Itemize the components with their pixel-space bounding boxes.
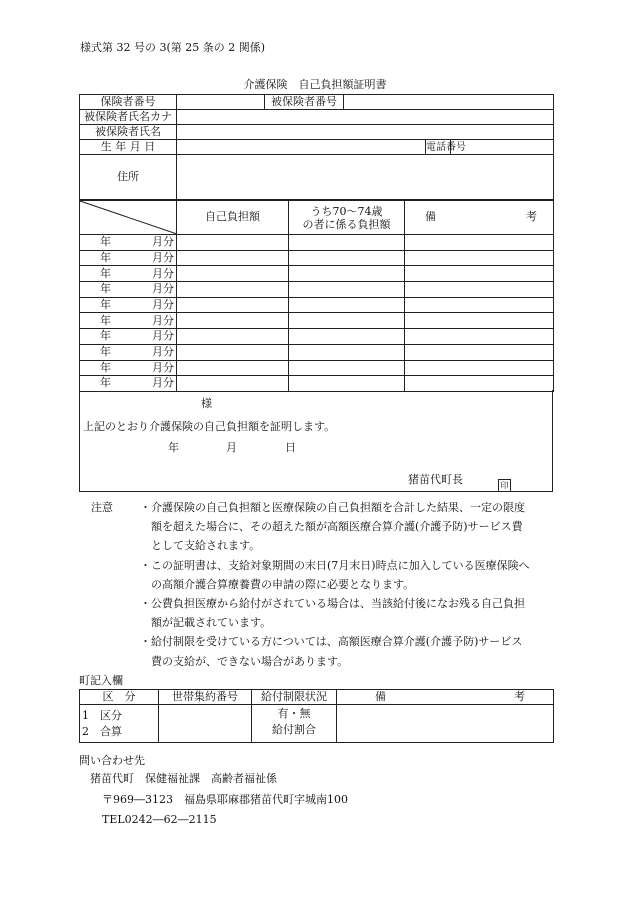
town-section-label: 町記入欄 [79, 674, 123, 687]
remarks-cell[interactable] [405, 250, 554, 266]
certificate-block [79, 390, 553, 492]
note-line: この証明書は、支給対象期間の末日(7月末日)時点に加入している医療保険へ [151, 558, 530, 572]
remarks-cell[interactable] [405, 297, 554, 313]
date-month: 月 [226, 441, 237, 454]
period-month: 月分 [152, 376, 174, 390]
note-item [140, 498, 560, 556]
period-row [80, 297, 554, 313]
period-year: 年 [100, 376, 111, 390]
diagonal-header-cell [80, 201, 177, 235]
remarks-cell[interactable] [405, 235, 554, 251]
name-kana-label: 被保険者氏名カナ [80, 110, 177, 125]
period-year: 年 [100, 329, 111, 343]
col-restriction: 給付制限状況 [252, 690, 337, 705]
date-day: 日 [285, 441, 296, 454]
note-bullet: ・ [140, 597, 151, 611]
page-title: 介護保険 自己負担額証明書 [243, 78, 387, 91]
period-month: 月分 [152, 313, 174, 327]
certificate-statement: 上記のとおり介護保険の自己負担額を証明します。 [83, 420, 336, 433]
self-pay-cell[interactable] [177, 297, 289, 313]
town-remarks-2: 考 [514, 689, 525, 703]
period-year: 年 [100, 345, 111, 359]
age-70-74-cell[interactable] [289, 313, 405, 329]
period-row [80, 282, 554, 298]
sama-label: 様 [201, 397, 212, 410]
note-item [140, 594, 560, 632]
insured-number-label: 被保険者番号 [265, 95, 344, 110]
age-70-74-cell[interactable] [289, 297, 405, 313]
col-70-74 [289, 201, 405, 235]
restriction-2: 給付割合 [272, 723, 316, 736]
restriction-1: 有・無 [277, 707, 311, 720]
period-row [80, 266, 554, 282]
col-remarks [405, 201, 554, 235]
col-category: 区 分 [80, 690, 159, 705]
period-month: 月分 [152, 266, 174, 280]
period-month: 月分 [152, 282, 174, 296]
insured-number-field[interactable] [344, 95, 554, 110]
address-label: 住所 [80, 155, 177, 200]
age-70-74-cell[interactable] [289, 344, 405, 360]
period-label [80, 360, 177, 376]
col-70-74-line2: の者に係る負担額 [302, 217, 391, 231]
note-line: 公費負担医療から給付がされている場合は、当該給付後になお残る自己負担 [151, 597, 525, 611]
household-cell[interactable] [159, 705, 252, 743]
town-table [79, 689, 554, 743]
period-table [79, 200, 554, 392]
age-70-74-cell[interactable] [289, 282, 405, 298]
remarks-cell[interactable] [405, 313, 554, 329]
birthdate-label: 生 年 月 日 [80, 140, 177, 155]
period-month: 月分 [152, 345, 174, 359]
age-70-74-cell[interactable] [289, 360, 405, 376]
name-field[interactable] [177, 125, 554, 140]
contact-tel: TEL0242―62―2115 [102, 813, 217, 826]
col-70-74-line1: うち70～74歳 [310, 204, 383, 218]
period-year: 年 [100, 282, 111, 296]
period-label [80, 297, 177, 313]
note-line: 額が記載されています。 [151, 616, 272, 630]
col-remarks-1: 備 [425, 210, 436, 224]
period-month: 月分 [152, 298, 174, 312]
age-70-74-cell[interactable] [289, 235, 405, 251]
period-row [80, 313, 554, 329]
self-pay-cell[interactable] [177, 329, 289, 345]
period-month: 月分 [152, 360, 174, 374]
name-label: 被保険者氏名 [80, 125, 177, 140]
name-kana-field[interactable] [177, 110, 554, 125]
contact-address: 〒969―3123 福島県耶麻郡猪苗代町字城南100 [102, 793, 348, 806]
self-pay-cell[interactable] [177, 282, 289, 298]
period-year: 年 [100, 266, 111, 280]
note-bullet: ・ [140, 501, 151, 514]
remarks-cell[interactable] [405, 360, 554, 376]
note-item [140, 556, 560, 594]
notes-list [140, 498, 560, 671]
period-label [80, 282, 177, 298]
period-row [80, 250, 554, 266]
seal-text: 印 [498, 479, 511, 492]
note-line: 費の支給が、できない場合があります。 [151, 654, 349, 668]
period-row [80, 360, 554, 376]
category-cell[interactable] [80, 705, 159, 743]
note-line: 額を超えた場合に、その超えた額が高額医療合算介護(介護予防)サービス費 [151, 520, 523, 534]
phone-label: 電話番号 [426, 140, 451, 155]
age-70-74-cell[interactable] [289, 329, 405, 345]
header-table [79, 94, 554, 200]
birthdate-field[interactable] [177, 140, 426, 155]
period-month: 月分 [152, 329, 174, 343]
period-month: 月分 [152, 250, 174, 264]
self-pay-cell[interactable] [177, 344, 289, 360]
address-field[interactable] [177, 155, 554, 200]
insurer-number-label: 保険者番号 [80, 95, 177, 110]
self-pay-cell[interactable] [177, 250, 289, 266]
self-pay-cell[interactable] [177, 266, 289, 282]
mayor-label: 猪苗代町長 [408, 473, 463, 486]
col-household: 世帯集約番号 [159, 690, 252, 705]
note-bullet: ・ [140, 635, 151, 649]
period-row [80, 344, 554, 360]
period-label [80, 250, 177, 266]
contact-label: 問い合わせ先 [79, 754, 145, 767]
restriction-cell[interactable] [252, 705, 337, 743]
remarks-cell[interactable] [405, 266, 554, 282]
col-self-pay: 自己負担額 [177, 201, 289, 235]
category-2: 2 合算 [82, 724, 122, 738]
period-year: 年 [100, 235, 111, 249]
note-line: 給付制限を受けている方については、高額医療合算介護(介護予防)サービス [151, 635, 523, 649]
period-year: 年 [100, 298, 111, 312]
insurer-number-field[interactable] [177, 95, 265, 110]
period-label [80, 235, 177, 251]
note-line: の高額介護合算療養費の申請の際に必要となります。 [151, 577, 415, 591]
period-row [80, 235, 554, 251]
self-pay-cell[interactable] [177, 313, 289, 329]
period-label [80, 344, 177, 360]
period-label [80, 266, 177, 282]
notes-label: 注意 [91, 501, 113, 514]
col-town-remarks [337, 690, 554, 705]
date-year: 年 [168, 441, 179, 454]
note-item [140, 632, 560, 670]
form-number: 様式第 32 号の 3(第 25 条の 2 関係) [80, 41, 266, 54]
age-70-74-cell[interactable] [289, 266, 405, 282]
town-remarks-1: 備 [375, 689, 386, 703]
period-label [80, 329, 177, 345]
note-bullet: ・ [140, 558, 151, 572]
diagonal-line [80, 201, 177, 234]
category-1: 1 区分 [82, 708, 122, 722]
self-pay-cell[interactable] [177, 360, 289, 376]
period-year: 年 [100, 360, 111, 374]
note-line: として支給されます。 [151, 539, 261, 553]
remarks-cell[interactable] [405, 282, 554, 298]
period-year: 年 [100, 250, 111, 264]
seal-stamp [498, 473, 511, 492]
period-label [80, 313, 177, 329]
remarks-cell[interactable] [405, 329, 554, 345]
contact-dept: 猪苗代町 保健福祉課 高齢者福祉係 [90, 772, 277, 785]
period-row [80, 329, 554, 345]
period-year: 年 [100, 313, 111, 327]
remarks-cell[interactable] [405, 344, 554, 360]
col-remarks-2: 考 [526, 210, 537, 224]
period-month: 月分 [152, 235, 174, 249]
town-remarks-cell[interactable] [337, 705, 554, 743]
note-line: 介護保険の自己負担額と医療保険の自己負担額を合計した結果、一定の限度 [151, 501, 525, 514]
age-70-74-cell[interactable] [289, 250, 405, 266]
self-pay-cell[interactable] [177, 235, 289, 251]
